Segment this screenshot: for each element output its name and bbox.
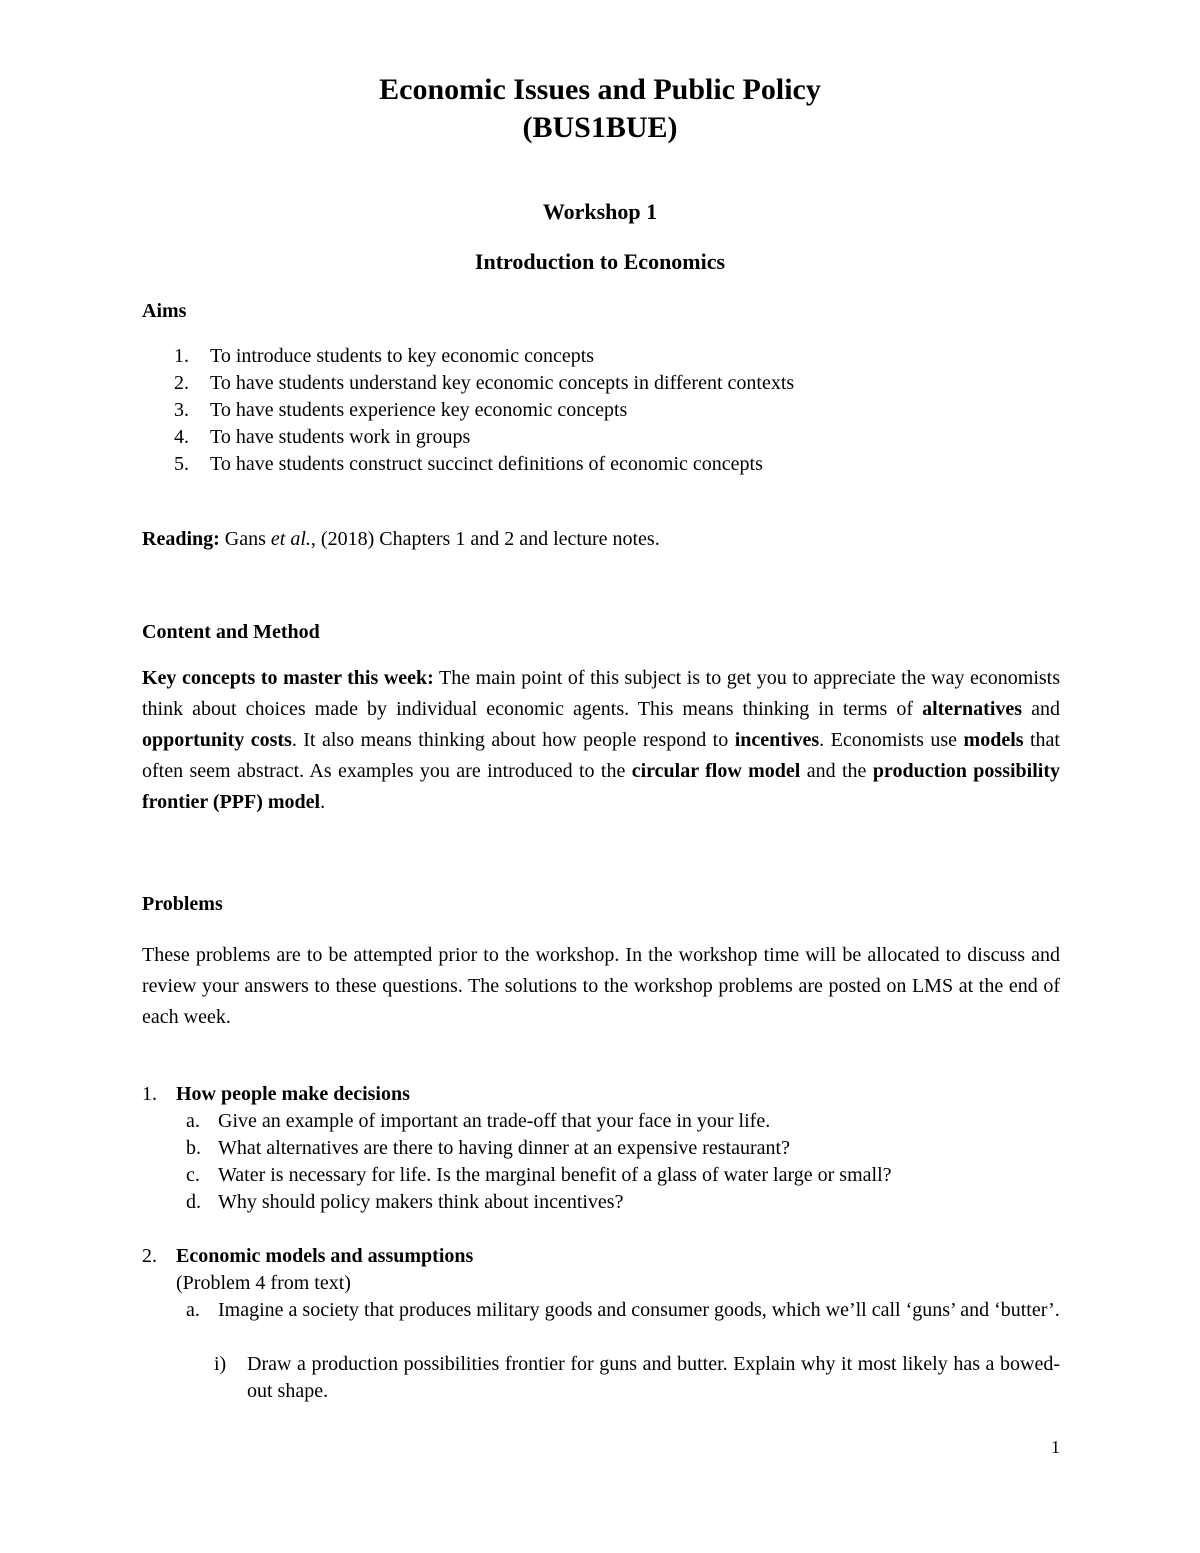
list-text: To have students construct succinct definitions of economic concepts [210, 453, 763, 475]
question-1 [142, 1081, 1060, 1216]
workshop-title: Workshop 1 [542, 199, 658, 224]
list-number: 3. [174, 399, 189, 421]
list-number: 2. [174, 372, 189, 394]
list-text: To have students work in groups [210, 426, 471, 448]
content-heading: Content and Method [142, 621, 320, 643]
list-item [142, 424, 1060, 451]
document-title: Economic Issues and Public Policy [379, 73, 821, 106]
aims-heading: Aims [142, 300, 187, 322]
reading-author: Gans [219, 528, 271, 550]
list-text: To have students understand key economic concepts in different contexts [210, 372, 795, 394]
list-letter: a. [186, 1299, 200, 1321]
course-code: (BUS1BUE) [522, 111, 678, 144]
reading-line [142, 526, 1060, 553]
question-note-row [142, 1270, 1060, 1297]
question-number: 2. [142, 1245, 157, 1267]
term-models: models [963, 729, 1024, 751]
list-item [142, 451, 1060, 478]
term-ppf-model: production possibility frontier (PPF) model [142, 760, 1060, 813]
question-2 [142, 1243, 1060, 1405]
list-text: Why should policy makers think about incentives? [218, 1191, 624, 1213]
list-item [142, 343, 1060, 370]
reading-colon: : [213, 528, 220, 550]
content-text: that often seem abstract. As examples you are introduced to the [142, 729, 1060, 782]
list-item [142, 1189, 1060, 1216]
content-text: The main point of this subject is to get you to appreciate the way economists think about choices made by individual economic agents. This means thinking in terms of [142, 667, 1061, 720]
list-text: To have students experience key economic concepts [210, 399, 628, 421]
reading-etal: et al. [270, 528, 311, 550]
sub-list-text: Draw a production possibilities frontier for guns and butter. Explain why it most likely has a bowed-out shape. [247, 1353, 1060, 1402]
list-item [142, 1297, 1060, 1351]
list-letter: d. [186, 1191, 201, 1213]
content-paragraph [142, 663, 1060, 818]
problems-intro: These problems are to be attempted prior to the workshop. In the workshop time will be allocated to discuss and review your answers to these questions. The solutions to the workshop problems are posted on LMS at the end of each week. [142, 944, 1060, 1028]
term-alternatives: alternatives [922, 698, 1023, 720]
list-text: What alternatives are there to having dinner at an expensive restaurant? [218, 1137, 790, 1159]
list-item [142, 1135, 1060, 1162]
question-header [142, 1243, 1060, 1270]
list-text: Imagine a society that produces military goods and consumer goods, which we’ll call ‘guns’ and ‘butter’. [218, 1299, 1060, 1321]
aims-list [142, 343, 1060, 478]
list-item [142, 397, 1060, 424]
question-title: Economic models and assumptions [176, 1245, 474, 1267]
page-number: 1 [1051, 1437, 1060, 1457]
question-header [142, 1081, 1060, 1108]
list-letter: c. [186, 1164, 200, 1186]
list-letter: b. [186, 1137, 201, 1159]
key-concepts-label: Key concepts to master this week: [142, 667, 434, 689]
list-letter: a. [186, 1110, 200, 1132]
topic-title: Introduction to Economics [474, 249, 726, 274]
list-item [142, 1162, 1060, 1189]
sub-list-item [142, 1351, 1060, 1405]
list-item [142, 370, 1060, 397]
question-title: How people make decisions [176, 1083, 410, 1105]
sub-list-number: i) [214, 1353, 227, 1375]
question-number: 1. [142, 1083, 157, 1105]
question-note: (Problem 4 from text) [176, 1272, 351, 1294]
content-text: . [320, 791, 326, 813]
term-incentives: incentives [734, 729, 820, 751]
reading-label: Reading [142, 528, 214, 550]
list-text: Give an example of important an trade-off that your face in your life. [218, 1110, 771, 1132]
list-item [142, 1108, 1060, 1135]
reading-details: , (2018) Chapters 1 and 2 and lecture notes. [310, 528, 660, 550]
list-number: 5. [174, 453, 189, 475]
term-opportunity-costs: opportunity costs [142, 729, 292, 751]
content-text: and the [800, 760, 873, 782]
content-text: and [1022, 698, 1060, 720]
list-number: 4. [174, 426, 189, 448]
content-text: . Economists use [819, 729, 964, 751]
content-text: . It also means thinking about how people respond to [291, 729, 735, 751]
list-number: 1. [174, 345, 189, 367]
problems-heading: Problems [142, 893, 223, 915]
list-text: Water is necessary for life. Is the marginal benefit of a glass of water large or small? [218, 1164, 892, 1186]
term-circular-flow-model: circular flow model [631, 760, 801, 782]
list-text: To introduce students to key economic concepts [210, 345, 595, 367]
